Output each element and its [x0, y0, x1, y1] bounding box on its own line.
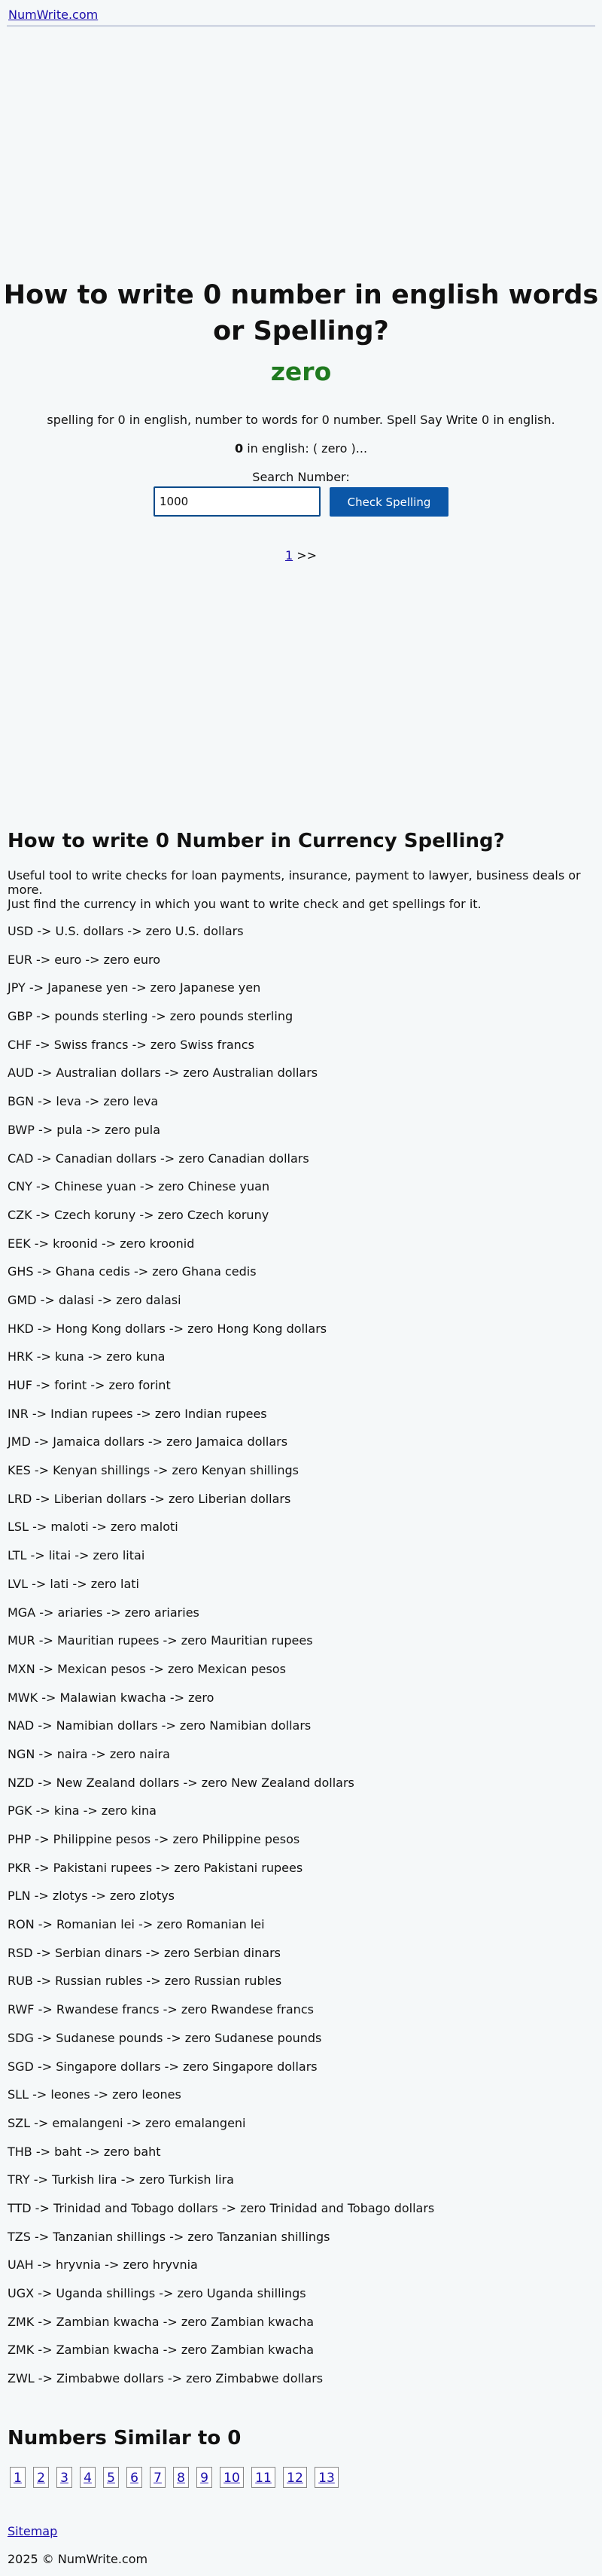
currency-list [8, 925, 594, 2401]
currency-item: RSD -> Serbian dinars -> zero Serbian dinars [8, 1945, 281, 1960]
currency-item: INR -> Indian rupees -> zero Indian rupees [8, 1406, 267, 1421]
currency-item: MGA -> ariaries -> zero ariaries [8, 1605, 199, 1620]
currency-item: HKD -> Hong Kong dollars -> zero Hong Kong dollars [8, 1321, 327, 1336]
currency-intro-line-1: Useful tool to write checks for loan payments, insurance, payment to lawyer, business deals or more. [8, 868, 581, 897]
similar-number-link[interactable]: 4 [80, 2467, 96, 2488]
currency-item: BGN -> leva -> zero leva [8, 1094, 159, 1109]
currency-item: NAD -> Namibian dollars -> zero Namibian dollars [8, 1718, 312, 1733]
similar-number-link[interactable]: 12 [283, 2467, 307, 2488]
currency-heading: How to write 0 Number in Currency Spelling? [8, 830, 505, 852]
currency-item: MWK -> Malawian kwacha -> zero [8, 1690, 214, 1705]
sitemap-link[interactable]: Sitemap [8, 2524, 58, 2538]
currency-item: RWF -> Rwandese francs -> zero Rwandese francs [8, 2002, 314, 2017]
currency-item: EUR -> euro -> zero euro [8, 952, 160, 967]
currency-intro [8, 868, 594, 911]
currency-item: ZMK -> Zambian kwacha -> zero Zambian kwacha [8, 2343, 315, 2358]
currency-intro-line-2: Just find the currency in which you want to write check and get spellings for it. [8, 897, 482, 911]
currency-item: CAD -> Canadian dollars -> zero Canadian dollars [8, 1151, 309, 1166]
currency-item: RUB -> Russian rubles -> zero Russian rubles [8, 1974, 282, 1989]
currency-item: LRD -> Liberian dollars -> zero Liberian dollars [8, 1491, 291, 1506]
currency-item: NGN -> naira -> zero naira [8, 1746, 170, 1761]
currency-item: PLN -> zlotys -> zero zlotys [8, 1889, 175, 1904]
currency-item: CHF -> Swiss francs -> zero Swiss francs [8, 1037, 254, 1052]
currency-item: GMD -> dalasi -> zero dalasi [8, 1292, 181, 1307]
similar-number-link[interactable]: 3 [56, 2467, 72, 2488]
similar-numbers-heading: Numbers Similar to 0 [8, 2427, 242, 2449]
currency-item: SGD -> Singapore dollars -> zero Singapore dollars [8, 2059, 318, 2074]
currency-item: TTD -> Trinidad and Tobago dollars -> zero Trinidad and Tobago dollars [8, 2200, 435, 2215]
currency-item: LSL -> maloti -> zero maloti [8, 1520, 178, 1535]
currency-item: PKR -> Pakistani rupees -> zero Pakistani rupees [8, 1860, 303, 1875]
similar-number-link[interactable]: 13 [315, 2467, 339, 2488]
currency-item: UGX -> Uganda shillings -> zero Uganda shillings [8, 2286, 306, 2300]
currency-item: CZK -> Czech koruny -> zero Czech koruny [8, 1207, 269, 1222]
currency-item: PGK -> kina -> zero kina [8, 1803, 157, 1818]
currency-item: KES -> Kenyan shillings -> zero Kenyan shillings [8, 1463, 299, 1478]
pager [0, 548, 602, 562]
currency-item: SLL -> leones -> zero leones [8, 2087, 181, 2102]
english-number: 0 [234, 441, 244, 456]
similar-number-link[interactable]: 2 [33, 2467, 49, 2488]
currency-item: SZL -> emalangeni -> zero emalangeni [8, 2115, 246, 2130]
currency-item: BWP -> pula -> zero pula [8, 1122, 161, 1137]
currency-item: CNY -> Chinese yuan -> zero Chinese yuan [8, 1179, 270, 1194]
currency-item: HRK -> kuna -> zero kuna [8, 1349, 166, 1364]
currency-item: GHS -> Ghana cedis -> zero Ghana cedis [8, 1264, 257, 1279]
page-description: spelling for 0 in english, number to words for 0 number. Spell Say Write 0 in english. [47, 413, 555, 427]
similar-number-link[interactable]: 11 [251, 2467, 275, 2488]
similar-number-link[interactable]: 6 [126, 2467, 142, 2488]
page-title: How to write 0 number in english words or Spelling? [3, 280, 599, 346]
currency-item: EEK -> kroonid -> zero kroonid [8, 1236, 195, 1251]
currency-item: JPY -> Japanese yen -> zero Japanese yen [8, 980, 261, 995]
currency-item: GBP -> pounds sterling -> zero pounds sterling [8, 1009, 293, 1024]
english-spelling-line [0, 441, 602, 456]
currency-item: MUR -> Mauritian rupees -> zero Mauritian rupees [8, 1633, 313, 1648]
check-spelling-button[interactable]: Check Spelling [330, 487, 448, 517]
currency-item: TRY -> Turkish lira -> zero Turkish lira [8, 2172, 234, 2187]
currency-item: PHP -> Philippine pesos -> zero Philippine pesos [8, 1832, 300, 1846]
currency-item: SDG -> Sudanese pounds -> zero Sudanese pounds [8, 2030, 322, 2045]
currency-item: TZS -> Tanzanian shillings -> zero Tanzanian shillings [8, 2229, 330, 2244]
similar-numbers-list [10, 2467, 346, 2488]
search-number-input[interactable] [154, 486, 321, 517]
pager-next[interactable]: >> [296, 548, 318, 562]
similar-number-link[interactable]: 7 [150, 2467, 166, 2488]
currency-item: LVL -> lati -> zero lati [8, 1576, 139, 1591]
currency-item: JMD -> Jamaica dollars -> zero Jamaica dollars [8, 1434, 288, 1450]
currency-item: MXN -> Mexican pesos -> zero Mexican pesos [8, 1661, 286, 1676]
currency-item: UAH -> hryvnia -> zero hryvnia [8, 2257, 198, 2273]
currency-item: AUD -> Australian dollars -> zero Australian dollars [8, 1065, 318, 1081]
currency-item: THB -> baht -> zero baht [8, 2144, 161, 2159]
number-word: zero [270, 357, 332, 386]
similar-number-link[interactable]: 5 [103, 2467, 119, 2488]
copyright: 2025 © NumWrite.com [8, 2552, 148, 2566]
currency-item: NZD -> New Zealand dollars -> zero New Zealand dollars [8, 1775, 354, 1790]
similar-number-link[interactable]: 9 [196, 2467, 212, 2488]
currency-item: LTL -> litai -> zero litai [8, 1548, 145, 1563]
currency-item: USD -> U.S. dollars -> zero U.S. dollars [8, 924, 244, 938]
currency-item: RON -> Romanian lei -> zero Romanian lei [8, 1917, 265, 1932]
currency-item: ZMK -> Zambian kwacha -> zero Zambian kwacha [8, 2314, 315, 2329]
currency-item: HUF -> forint -> zero forint [8, 1378, 171, 1392]
site-home-link[interactable]: NumWrite.com [8, 8, 99, 22]
search-label: Search Number: [252, 470, 350, 484]
similar-number-link[interactable]: 1 [10, 2467, 26, 2488]
similar-number-link[interactable]: 8 [173, 2467, 189, 2488]
pager-current-link[interactable]: 1 [284, 548, 293, 562]
currency-item: ZWL -> Zimbabwe dollars -> zero Zimbabwe dollars [8, 2371, 324, 2386]
english-text: in english: ( zero )... [243, 441, 368, 456]
similar-number-link[interactable]: 10 [220, 2467, 244, 2488]
